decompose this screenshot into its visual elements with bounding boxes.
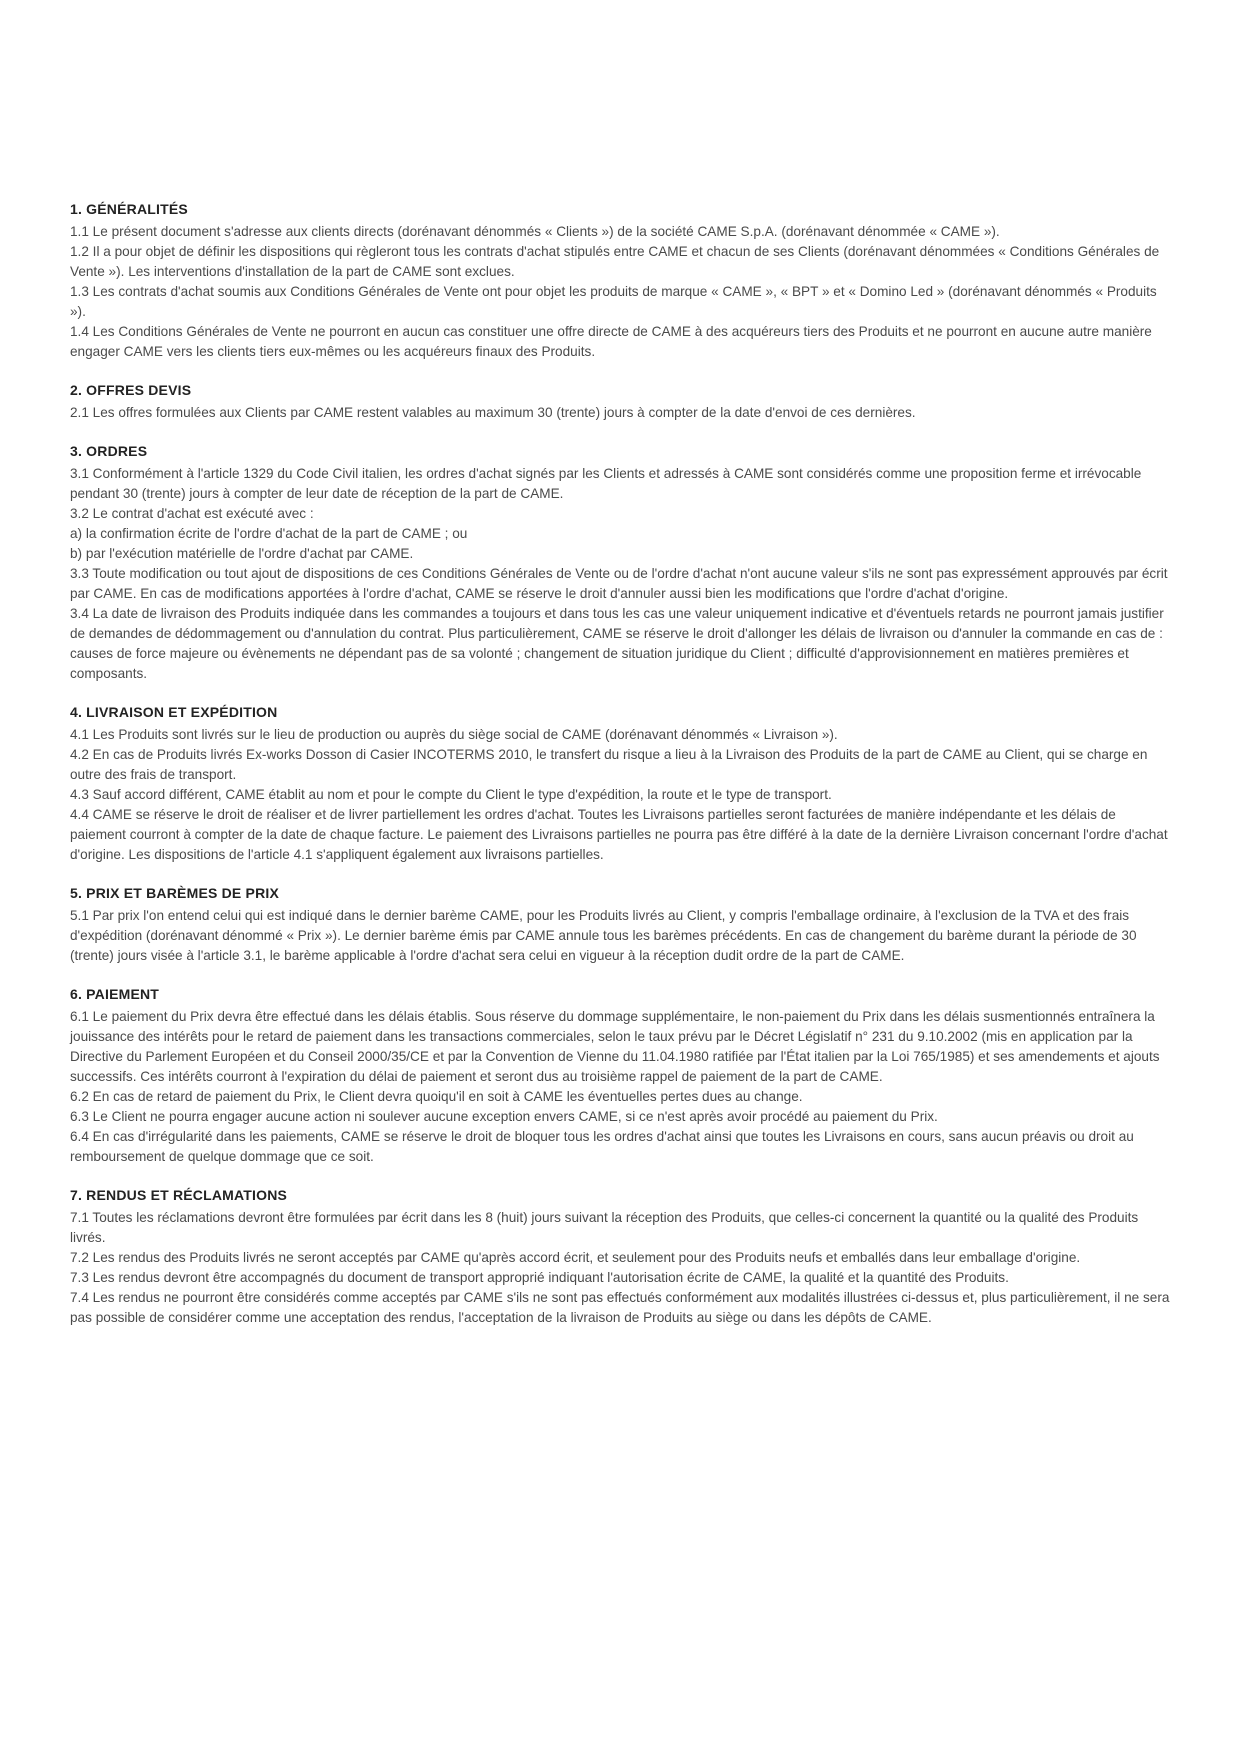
paragraph: 7.2 Les rendus des Produits livrés ne seront acceptés par CAME qu'après accord écrit, et seulement pour des Produits neufs et emballés dans leur emballage d'origine. [70,1250,1081,1265]
paragraph: 4.3 Sauf accord différent, CAME établit au nom et pour le compte du Client le type d'expédition, la route et le type de transport. [70,787,832,802]
section-title: 2. OFFRES DEVIS [70,382,192,398]
paragraph: 4.1 Les Produits sont livrés sur le lieu de production ou auprès du siège social de CAME (dorénavant dénommés « Livraison »). [70,727,838,742]
paragraph: 7.4 Les rendus ne pourront être considérés comme acceptés par CAME s'ils ne sont pas effectués conformément aux modalités illustrées ci-dessus et, plus particulièrement, il ne sera pas possible de considérer comme une acceptation des rendus, l'acceptation de la livraison de Produits au siège ou dans les dépôts de CAME. [70,1290,1170,1325]
section-paiement [70,984,1172,1167]
paragraph: 3.1 Conformément à l'article 1329 du Code Civil italien, les ordres d'achat signés par les Clients et adressés à CAME sont considérés comme une proposition ferme et irrévocable pendant 30 (trente) jours à compter de leur date de réception de la part de CAME. [70,466,1142,501]
paragraph: 3.4 La date de livraison des Produits indiquée dans les commandes a toujours et dans tous les cas une valeur uniquement indicative et d'éventuels retards ne pourront jamais justifier de demandes de dédommagement ou d'annulation du contrat. Plus particulièrement, CAME se réserve le droit d'allonger les délais de livraison ou d'annuler la commande en cas de : causes de force majeure ou évènements ne dépendant pas de sa volonté ; changement de situation juridique du Client ; difficulté d'approvisionnement en matières premières et composants. [70,606,1164,681]
section-title: 5. PRIX ET BARÈMES DE PRIX [70,885,280,901]
section-offres-devis [70,380,1172,423]
paragraph: 1.4 Les Conditions Générales de Vente ne pourront en aucun cas constituer une offre directe de CAME à des acquéreurs tiers des Produits et ne pourront en aucune autre manière engager CAME vers les clients tiers eux-mêmes ou les acquéreurs finaux des Produits. [70,324,1152,359]
section-title: 1. GÉNÉRALITÉS [70,201,188,217]
paragraph: 2.1 Les offres formulées aux Clients par CAME restent valables au maximum 30 (trente) jours à compter de la date d'envoi de ces dernières. [70,405,916,420]
section-title: 6. PAIEMENT [70,986,160,1002]
paragraph: 4.2 En cas de Produits livrés Ex-works Dosson di Casier INCOTERMS 2010, le transfert du risque a lieu à la Livraison des Produits de la part de CAME au Client, qui se charge en outre des frais de transport. [70,747,1148,782]
section-rendus-reclamations [70,1185,1172,1328]
document-body [70,199,1172,1346]
paragraph: 1.2 Il a pour objet de définir les dispositions qui règleront tous les contrats d'achat stipulés entre CAME et chacun de ses Clients (dorénavant dénommées « Conditions Générales de Vente »). Les interventions d'installation de la part de CAME sont exclues. [70,244,1160,279]
section-livraison-expedition [70,702,1172,865]
paragraph: 1.1 Le présent document s'adresse aux clients directs (dorénavant dénommés « Clients ») de la société CAME S.p.A. (dorénavant dénommée « CAME »). [70,224,1000,239]
paragraph: 3.2 Le contrat d'achat est exécuté avec : [70,506,314,521]
section-ordres [70,441,1172,684]
paragraph: 7.1 Toutes les réclamations devront être formulées par écrit dans les 8 (huit) jours suivant la réception des Produits, que celles-ci concernent la quantité ou la qualité des Produits livrés. [70,1210,1139,1245]
section-title: 4. LIVRAISON ET EXPÉDITION [70,704,278,720]
paragraph: 6.3 Le Client ne pourra engager aucune action ni soulever aucune exception envers CAME, si ce n'est après avoir procédé au paiement du Prix. [70,1109,938,1124]
paragraph: a) la confirmation écrite de l'ordre d'achat de la part de CAME ; ou [70,526,468,541]
section-prix-baremes [70,883,1172,966]
paragraph: 4.4 CAME se réserve le droit de réaliser et de livrer partiellement les ordres d'achat. Toutes les Livraisons partielles seront facturées de manière indépendante et les délais de paiement courront à compter de la date de chaque facture. Le paiement des Livraisons partielles ne pourra pas être différé à la date de la dernière Livraison concernant l'ordre d'achat d'origine. Les dispositions de l'article 4.1 s'appliquent également aux livraisons partielles. [70,807,1168,862]
paragraph: b) par l'exécution matérielle de l'ordre d'achat par CAME. [70,546,414,561]
section-generalites [70,199,1172,362]
paragraph: 6.1 Le paiement du Prix devra être effectué dans les délais établis. Sous réserve du dommage supplémentaire, le non-paiement du Prix dans les délais susmentionnés entraînera la jouissance des intérêts pour le retard de paiement dans les transactions commerciales, selon le taux prévu par le Décret Législatif n° 231 du 9.10.2002 (mis en application par la Directive du Parlement Européen et du Conseil 2000/35/CE et par la Convention de Vienne du 11.04.1980 ratifiée par l'État italien par la Loi 765/1985) et ses amendements et ajouts successifs. Ces intérêts courront à l'expiration du délai de paiement et seront dus au troisième rappel de paiement de la part de CAME. [70,1009,1160,1084]
paragraph: 5.1 Par prix l'on entend celui qui est indiqué dans le dernier barème CAME, pour les Produits livrés au Client, y compris l'emballage ordinaire, à l'exclusion de la TVA et des frais d'expédition (dorénavant dénommé « Prix »). Le dernier barème émis par CAME annule tous les barèmes précédents. En cas de changement du barème durant la période de 30 (trente) jours visée à l'article 3.1, le barème applicable à l'ordre d'achat sera celui en vigueur à la réception dudit ordre de la part de CAME. [70,908,1137,963]
section-title: 7. RENDUS ET RÉCLAMATIONS [70,1187,288,1203]
paragraph: 6.2 En cas de retard de paiement du Prix, le Client devra quoiqu'il en soit à CAME les éventuelles pertes dues au change. [70,1089,803,1104]
paragraph: 3.3 Toute modification ou tout ajout de dispositions de ces Conditions Générales de Vente ou de l'ordre d'achat n'ont aucune valeur s'ils ne sont pas expressément approuvés par écrit par CAME. En cas de modifications apportées à l'ordre d'achat, CAME se réserve le droit d'annuler aussi bien les modifications que l'ordre d'achat d'origine. [70,566,1168,601]
paragraph: 7.3 Les rendus devront être accompagnés du document de transport approprié indiquant l'autorisation écrite de CAME, la qualité et la quantité des Produits. [70,1270,1009,1285]
paragraph: 6.4 En cas d'irrégularité dans les paiements, CAME se réserve le droit de bloquer tous les ordres d'achat ainsi que toutes les Livraisons en cours, sans aucun préavis ou droit au remboursement de quelque dommage que ce soit. [70,1129,1134,1164]
paragraph: 1.3 Les contrats d'achat soumis aux Conditions Générales de Vente ont pour objet les produits de marque « CAME », « BPT » et « Domino Led » (dorénavant dénommés « Produits »). [70,284,1157,319]
section-title: 3. ORDRES [70,443,148,459]
